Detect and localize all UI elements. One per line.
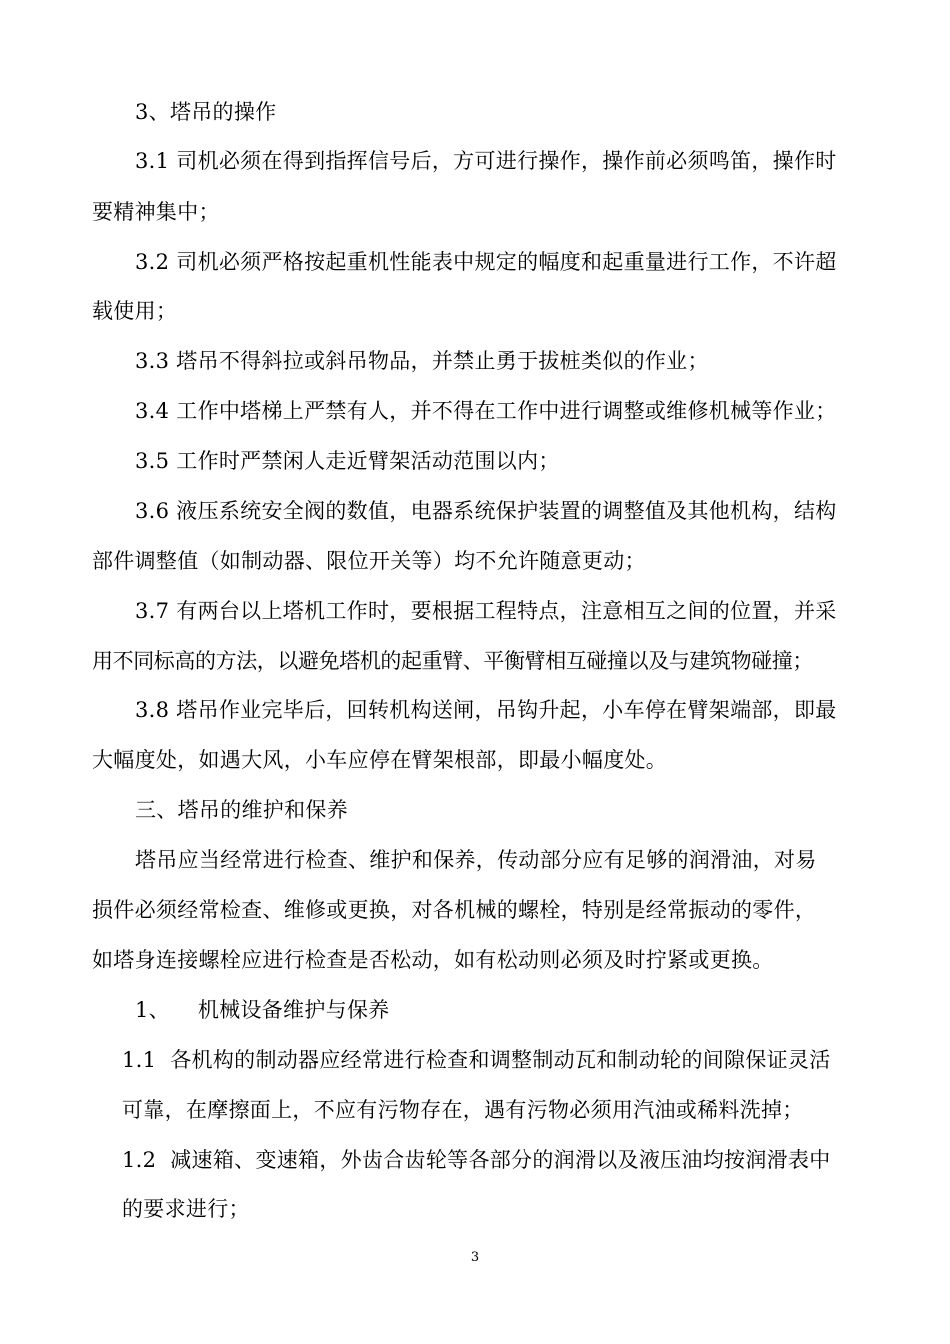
paragraph-1-2-line-1: 1.2 减速箱、变速箱，外齿合齿轮等各部分的润滑以及液压油均按润滑表中 [122, 1148, 831, 1172]
paragraph-3-4: 3.4 工作中塔梯上严禁有人，并不得在工作中进行调整或维修机械等作业； [135, 399, 837, 423]
section-heading-tower-crane-operation: 3、塔吊的操作 [135, 100, 277, 124]
paragraph-1-1-line-1: 1.1 各机构的制动器应经常进行检查和调整制动瓦和制动轮的间隙保证灵活 [122, 1048, 831, 1072]
maintenance-paragraph-line-1: 塔吊应当经常进行检查、维护和保养，传动部分应有足够的润滑油，对易 [135, 848, 817, 872]
paragraph-3-2-line-1: 3.2 司机必须严格按起重机性能表中规定的幅度和起重量进行工作，不许超 [135, 250, 837, 274]
paragraph-3-3: 3.3 塔吊不得斜拉或斜吊物品，并禁止勇于拔桩类似的作业； [135, 349, 709, 373]
paragraph-3-2-line-2: 载使用； [92, 299, 178, 323]
paragraph-3-8-line-1: 3.8 塔吊作业完毕后，回转机构送闸，吊钩升起，小车停在臂架端部，即最 [135, 698, 837, 722]
paragraph-3-8-line-2: 大幅度处，如遇大风，小车应停在臂架根部，即最小幅度处。 [92, 748, 668, 772]
paragraph-3-7-line-2: 用不同标高的方法，以避免塔机的起重臂、平衡臂相互碰撞以及与建筑物碰撞； [92, 649, 813, 673]
paragraph-3-1-line-1: 3.1 司机必须在得到指挥信号后，方可进行操作，操作前必须鸣笛，操作时 [135, 149, 837, 173]
paragraph-1-2-line-2: 的要求进行； [122, 1197, 250, 1221]
maintenance-paragraph-line-2: 损件必须经常检查、维修或更换，对各机械的螺栓，特别是经常振动的零件， [92, 898, 817, 922]
section-heading-maintenance: 三、塔吊的维护和保养 [135, 798, 348, 822]
paragraph-3-5: 3.5 工作时严禁闲人走近臂架活动范围以内； [135, 449, 560, 473]
paragraph-1-1-line-2: 可靠，在摩擦面上，不应有污物存在，遇有污物必须用汽油或稀料洗掉； [122, 1098, 804, 1122]
paragraph-3-7-line-1: 3.7 有两台以上塔机工作时，要根据工程特点，注意相互之间的位置，并采 [135, 599, 837, 623]
paragraph-3-6-line-1: 3.6 液压系统安全阀的数值，电器系统保护装置的调整值及其他机构，结构 [135, 499, 837, 523]
maintenance-paragraph-line-3: 如塔身连接螺栓应进行检查是否松动，如有松动则必须及时拧紧或更换。 [92, 948, 774, 972]
subsection-heading-equipment-maintenance: 1、 机械设备维护与保养 [135, 998, 390, 1022]
paragraph-3-6-line-2: 部件调整值（如制动器、限位开关等）均不允许随意更动； [92, 549, 646, 573]
paragraph-3-1-line-2: 要精神集中； [92, 200, 220, 224]
page-number: 3 [470, 1250, 480, 1265]
